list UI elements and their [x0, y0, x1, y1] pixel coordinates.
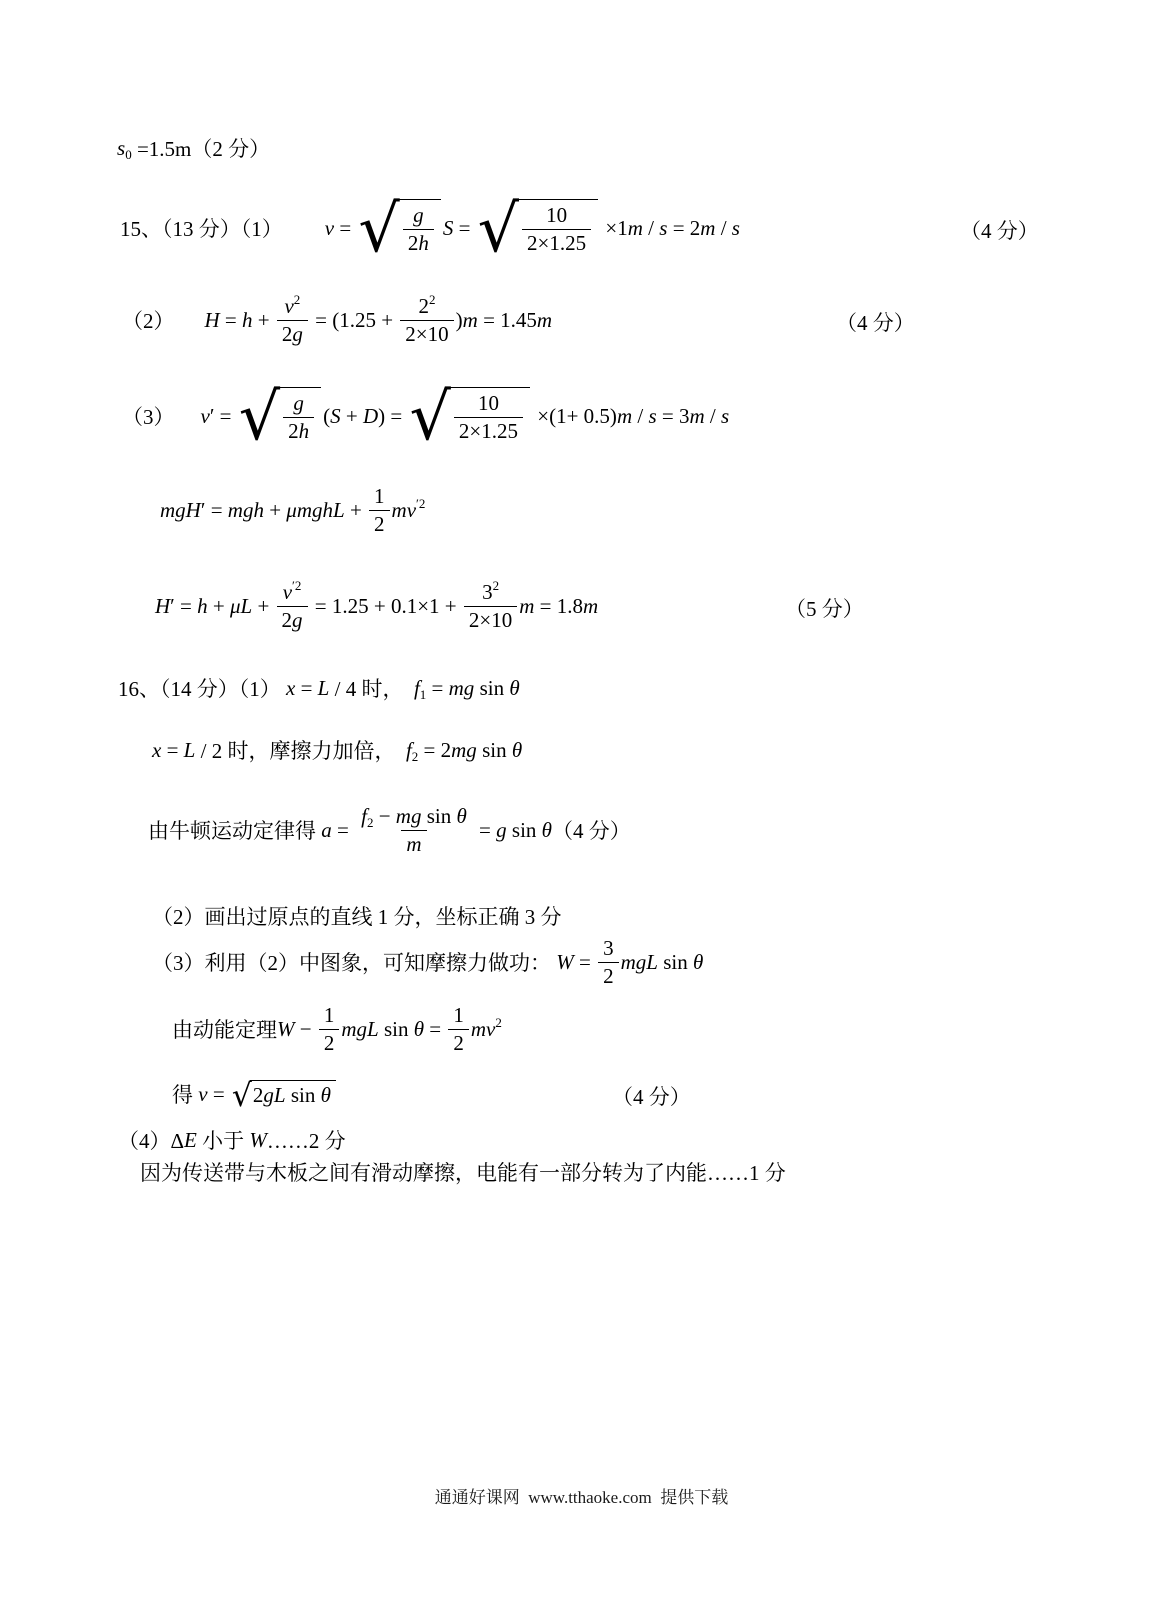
math-space: [175, 416, 201, 417]
math-fraction: [464, 579, 517, 634]
math-fraction: [454, 390, 523, 445]
math-text: =: [573, 949, 597, 974]
math-fraction: [403, 202, 434, 257]
math-variable: θ: [692, 949, 704, 974]
score-label-15-2: （4 分）: [836, 311, 915, 335]
math-text: 1: [323, 1002, 335, 1027]
math-variable: h: [197, 593, 208, 618]
math-variable: v: [200, 403, 210, 428]
math-variable: f: [413, 675, 420, 700]
formula-line-16-4: [118, 1123, 346, 1157]
math-text: =: [453, 215, 476, 240]
math-subscript: 1: [419, 686, 427, 702]
formula-line-s0: [117, 131, 270, 165]
math-variable: D: [363, 403, 379, 428]
math-variable: W: [277, 1016, 295, 1041]
math-text: =: [295, 675, 318, 700]
math-text: 15、（13 分）（1）: [120, 217, 283, 241]
math-text: sin: [285, 1083, 321, 1107]
math-variable: mg: [395, 803, 422, 828]
math-text: =: [334, 215, 357, 240]
math-text: sin: [476, 737, 512, 762]
math-text: 3: [603, 935, 614, 960]
math-variable: θ: [511, 737, 523, 762]
math-text: 2×10: [405, 321, 449, 346]
math-variable: E: [184, 1127, 197, 1152]
fraction-denominator: [464, 606, 517, 634]
formula-line-energy: [172, 993, 502, 1065]
math-text: =: [426, 675, 449, 700]
math-variable: μL: [229, 593, 253, 618]
formula-line-16-1b: [152, 730, 522, 770]
math-variable: gL: [263, 1083, 286, 1107]
math-text: 2×1.25: [458, 419, 518, 443]
math-variable: H: [204, 307, 220, 332]
math-text: 2: [374, 511, 385, 536]
math-variable: m: [616, 403, 633, 428]
math-variable: mgH: [160, 497, 201, 522]
math-variable: m: [406, 831, 422, 856]
math-text: ……2 分: [266, 1129, 346, 1153]
math-text: =: [219, 307, 243, 332]
math-text: 2: [603, 963, 614, 988]
math-text: sin: [421, 803, 457, 828]
fraction-denominator: [277, 606, 308, 634]
math-sqrt: [409, 380, 530, 455]
math-text: −: [373, 803, 396, 828]
math-text: 10: [546, 203, 568, 227]
math-text: −: [294, 1016, 317, 1041]
radicand: [250, 1080, 336, 1108]
math-variable: v: [282, 579, 293, 604]
math-text: 1: [374, 483, 385, 508]
math-variable: v: [324, 215, 335, 240]
math-variable: h: [418, 231, 429, 255]
math-fraction: [448, 1002, 469, 1057]
math-text: ) =: [378, 403, 408, 428]
math-variable: s: [117, 135, 126, 160]
fraction-denominator: [283, 417, 314, 445]
math-variable: s: [659, 215, 668, 240]
math-text: +: [252, 307, 275, 332]
math-fraction: [356, 803, 472, 858]
math-sqrt: [231, 1078, 336, 1114]
math-text: 2×1.25: [527, 231, 587, 255]
math-variable: g: [292, 607, 303, 632]
formula-line-newton: [148, 790, 631, 870]
math-text: sin: [474, 675, 510, 700]
math-text: /: [642, 215, 660, 240]
formula-line-vfinal: [172, 1072, 338, 1116]
math-fraction: [598, 935, 619, 990]
fraction-numerator: [541, 202, 572, 229]
math-text: （2）: [122, 309, 175, 333]
math-space: [283, 228, 325, 229]
fraction-numerator: [369, 483, 390, 510]
math-text: 2: [407, 231, 419, 255]
math-text: /: [704, 403, 721, 428]
math-text: +: [252, 593, 275, 618]
math-text: = 1.25 + 0.1×1 +: [309, 593, 462, 618]
math-text: 2: [252, 1083, 264, 1107]
math-text: (: [323, 403, 331, 428]
fraction-denominator: [277, 320, 308, 348]
formula-line-16-3: [152, 926, 703, 998]
fraction-numerator: [477, 579, 504, 606]
math-text: ×(1+ 0.5): [532, 403, 617, 428]
math-text: ′ =: [200, 497, 228, 522]
math-superscript: 2: [495, 1014, 502, 1030]
fraction-numerator: [356, 803, 472, 830]
math-text: 16、（14 分）（1）: [118, 677, 286, 701]
math-text: 1: [453, 1002, 464, 1027]
math-variable: g: [496, 817, 507, 842]
math-fraction: [369, 483, 390, 538]
math-text: 2: [288, 419, 299, 443]
fraction-numerator: [448, 1002, 469, 1029]
math-variable: a: [321, 817, 332, 842]
math-variable: W: [249, 1127, 267, 1152]
fraction-denominator: [448, 1029, 469, 1057]
fraction-denominator: [400, 320, 453, 348]
math-text: =1.5m（2 分）: [131, 137, 271, 161]
math-subscript: 2: [366, 814, 374, 830]
math-text: （3）利用（2）中图象，可知摩擦力做功：: [152, 951, 557, 975]
math-variable: θ: [541, 817, 552, 842]
fraction-numerator: [278, 579, 307, 606]
math-text: 由牛顿运动定律得: [148, 819, 322, 843]
fraction-numerator: [408, 202, 429, 229]
fraction-numerator: [319, 1002, 340, 1029]
score-label-15-5: （5 分）: [785, 597, 864, 621]
math-variable: mgL: [620, 949, 658, 974]
math-variable: mv: [470, 1016, 496, 1041]
math-text: （4 分）: [551, 819, 631, 843]
fraction-denominator: [369, 510, 390, 538]
radical-sign: √: [477, 192, 520, 267]
math-variable: m: [583, 593, 599, 618]
math-text: / 4 时，: [329, 677, 414, 701]
fraction-numerator: [598, 935, 619, 962]
math-variable: v: [198, 1081, 208, 1106]
math-text: 2: [281, 607, 293, 632]
math-fraction: [277, 579, 308, 634]
math-text: +: [340, 403, 363, 428]
math-text: ): [455, 307, 463, 332]
fraction-denominator: [598, 962, 619, 990]
math-variable: θ: [413, 1016, 425, 1041]
score-label-15-1: （4 分）: [960, 219, 1039, 243]
math-variable: s: [648, 403, 657, 428]
radicand: [449, 387, 530, 445]
math-text: 由动能定理: [172, 1018, 277, 1042]
math-variable: h: [242, 307, 253, 332]
formula-line-because: [140, 1155, 786, 1189]
math-variable: f: [405, 737, 412, 762]
math-variable: mg: [451, 737, 477, 762]
math-variable: mv: [391, 497, 417, 522]
math-variable: θ: [456, 803, 467, 828]
math-sqrt: [238, 380, 321, 455]
math-variable: m: [627, 215, 643, 240]
math-text: 小于: [196, 1129, 250, 1153]
fraction-numerator: [279, 293, 305, 320]
math-text: +: [263, 497, 287, 522]
fraction-denominator: [401, 830, 426, 858]
math-variable: S: [442, 215, 454, 240]
math-superscript: 2: [293, 291, 301, 307]
math-subscript: 0: [125, 146, 132, 162]
math-fraction: [319, 1002, 340, 1057]
footer-watermark: 通通好课网 www.tthaoke.com 提供下载: [434, 1488, 729, 1507]
math-text: =: [424, 1016, 447, 1041]
radical-sign: √: [409, 380, 451, 455]
math-variable: g: [413, 203, 424, 227]
math-text: +: [207, 593, 230, 618]
math-fraction: [283, 390, 314, 445]
math-text: = 2: [418, 737, 452, 762]
fraction-denominator: [522, 229, 591, 257]
math-variable: m: [519, 593, 535, 618]
math-variable: x: [152, 737, 162, 762]
math-superscript: 2: [428, 291, 436, 307]
math-variable: θ: [509, 675, 520, 700]
math-variable: v: [284, 293, 294, 318]
math-text: =: [161, 737, 184, 762]
math-text: =: [331, 817, 355, 842]
math-sqrt: [358, 192, 440, 267]
math-text: / 2 时，摩擦力加倍，: [195, 739, 406, 763]
fraction-denominator: [403, 229, 434, 257]
math-variable: mgL: [341, 1016, 379, 1041]
math-text: 2×10: [468, 607, 513, 632]
math-text: ′ =: [209, 403, 237, 428]
math-text: = 1.8: [534, 593, 584, 618]
math-text: 得: [172, 1083, 199, 1107]
math-text: 2: [323, 1030, 335, 1055]
math-variable: μmghL: [286, 497, 345, 522]
math-text: 因为传送带与木板之间有滑动摩擦，电能有一部分转为了内能……1 分: [140, 1161, 786, 1185]
math-superscript: ′2: [416, 495, 426, 511]
fraction-numerator: [473, 390, 504, 417]
math-fraction: [522, 202, 591, 257]
score-label-16-v: （4 分）: [612, 1085, 691, 1109]
math-text: sin: [378, 1016, 414, 1041]
math-subscript: 2: [411, 748, 419, 764]
math-variable: L: [317, 675, 330, 700]
math-text: =: [473, 817, 497, 842]
fraction-denominator: [454, 417, 523, 445]
math-text: 2: [418, 293, 429, 318]
math-text: 10: [477, 391, 499, 415]
math-text: +: [344, 497, 368, 522]
math-variable: mgh: [227, 497, 264, 522]
math-variable: m: [689, 403, 705, 428]
math-variable: mg: [448, 675, 475, 700]
math-text: /: [715, 215, 732, 240]
math-text: 3: [482, 579, 493, 604]
formula-line-mgH: [160, 472, 425, 548]
math-variable: h: [298, 419, 310, 443]
math-variable: L: [183, 737, 196, 762]
radicand: [398, 199, 441, 257]
math-variable: S: [330, 403, 341, 428]
radical-sign: √: [238, 380, 281, 455]
math-sqrt: [477, 192, 598, 267]
formula-line-15-3: [122, 374, 729, 458]
fraction-denominator: [319, 1029, 340, 1057]
math-text: ′ =: [170, 593, 198, 618]
math-text: 2: [453, 1030, 464, 1055]
math-variable: x: [286, 675, 296, 700]
fraction-numerator: [288, 390, 309, 417]
formula-line-15-1: [120, 186, 740, 270]
radicand: [278, 387, 321, 445]
math-variable: m: [536, 307, 553, 332]
math-text: （4）Δ: [118, 1129, 185, 1153]
formula-line-Hprime: [155, 566, 598, 646]
formula-line-16-1a: [118, 668, 520, 708]
math-variable: m: [462, 307, 478, 332]
math-variable: g: [293, 391, 304, 415]
math-text: sin: [657, 949, 693, 974]
math-space: [175, 320, 205, 321]
math-text: 2: [281, 321, 293, 346]
math-text: = 2: [667, 215, 701, 240]
math-text: = (1.25 +: [309, 307, 399, 332]
math-text: sin: [506, 817, 542, 842]
math-text: ×1: [600, 215, 628, 240]
radical-sign: √: [231, 1078, 252, 1114]
math-text: （2）画出过原点的直线 1 分，坐标正确 3 分: [152, 905, 562, 929]
math-superscript: ′2: [292, 577, 302, 593]
math-variable: s: [721, 403, 730, 428]
math-variable: m: [700, 215, 716, 240]
math-text: /: [632, 403, 649, 428]
formula-line-15-2: [122, 280, 552, 360]
math-variable: W: [556, 949, 574, 974]
math-variable: θ: [320, 1083, 331, 1107]
math-text: =: [207, 1081, 230, 1106]
math-text: （3）: [122, 405, 175, 429]
math-text: = 1.45: [477, 307, 537, 332]
math-variable: f: [361, 803, 367, 828]
math-fraction: [277, 293, 308, 348]
math-variable: g: [292, 321, 303, 346]
math-variable: s: [731, 215, 740, 240]
fraction-numerator: [413, 293, 440, 320]
radicand: [517, 199, 598, 257]
math-variable: H: [155, 593, 171, 618]
radical-sign: √: [358, 192, 400, 267]
math-superscript: 2: [492, 577, 500, 593]
math-fraction: [400, 293, 453, 348]
math-text: = 3: [656, 403, 690, 428]
